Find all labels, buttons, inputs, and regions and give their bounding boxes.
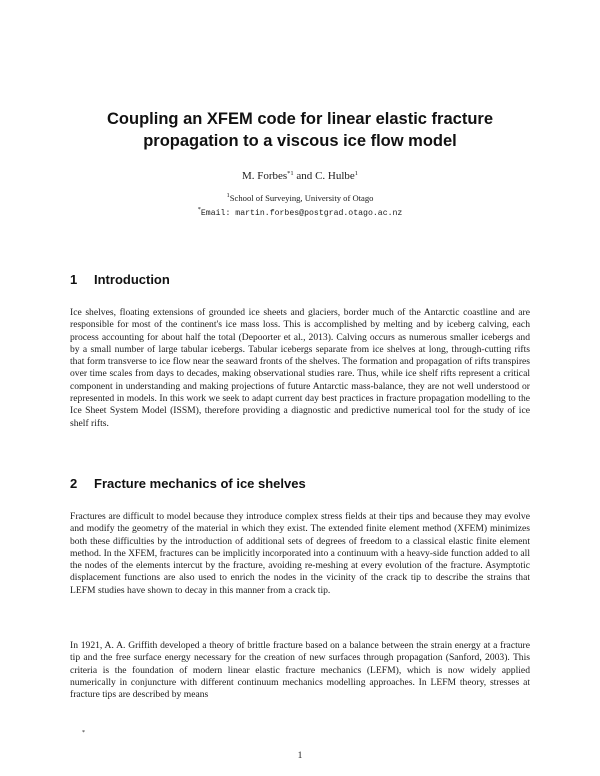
- section-heading: [70, 476, 530, 492]
- section-heading: [70, 272, 530, 288]
- email-line: [0, 207, 600, 219]
- author-separator: and: [293, 170, 316, 182]
- author-mark: *1: [287, 170, 294, 177]
- section-title: Introduction: [94, 272, 170, 287]
- section-number: 1: [70, 272, 78, 287]
- author-name: C. Hulbe: [315, 170, 355, 182]
- body-paragraph: In 1921, A. A. Griffith developed a theory of brittle fracture based on a balance between the strain energy at a fracture tip and the free surface energy necessary for the creation of new surfaces through propagation (Sanford, 2003). This criteria is the foundation of modern linear elastic fracture mechanics (LEFM), which is now widely applied numerically in conjuncture with different continuum mechanics modelling approaches. In LEFM theory, stresses at fracture tips are described by means: [70, 640, 530, 701]
- section-number: 2: [70, 476, 78, 491]
- page-number: 1: [297, 751, 303, 761]
- affiliation-mark: 1: [226, 192, 230, 199]
- email-address: martin.forbes@postgrad.otago.ac.nz: [235, 209, 403, 218]
- paper-title: Coupling an XFEM code for linear elastic fracture propagation to a viscous ice flow model: [107, 110, 493, 150]
- affiliation-text: School of Surveying, University of Otago: [229, 193, 374, 203]
- author-mark: 1: [354, 170, 359, 177]
- section-title: Fracture mechanics of ice shelves: [94, 476, 306, 491]
- author-name: M. Forbes: [241, 170, 288, 182]
- footnote-mark: *: [82, 730, 85, 736]
- email-mark: *: [197, 206, 201, 213]
- affiliation: [0, 193, 600, 204]
- email-label: Email:: [200, 209, 236, 218]
- body-paragraph: Fractures are difficult to model because they introduce complex stress fields at their tips and because they may evolve and modify the geometry of the material in which they exist. The extended finite element method (XFEM) minimizes both these difficulties by the introduction of additional sets of degrees of freedom to a classical elastic finite element method. In the XFEM, fractures can be implicitly incorporated into a continuum with a heavy-side function added to all the nodes of the elements intercut by the fracture, avoiding re-meshing at every evolution of the fracture. Asymptotic displacement functions are also used to enrich the nodes in the vicinity of the crack tip to describe the strains that LEFM studies have shown to decay in this manner from a crack tip.: [70, 511, 530, 596]
- author-line: [0, 169, 600, 183]
- body-paragraph: Ice shelves, floating extensions of grounded ice sheets and glaciers, border much of the Antarctic coastline and are responsible for most of the continent's ice mass loss. This is accomplished by melting and by iceberg calving, each process accounting for about half the total (Depoorter et al., 2013). Calving occurs as numerous smaller icebergs and by a small number of large tabular icebergs. Tabular icebergs separate from ice shelves at long, through-cutting rifts that form transverse to ice flow near the seaward fronts of the shelves. The formation and propagation of rifts transpires over time scales from days to decades, making observational studies rare. Thus, while ice shelf rifts represent a critical component in understanding and making projections of future Antarctic mass-balance, they are not well understood or represented in models. In this work we seek to adapt current day best practices in fracture propagation modelling to the Ice Sheet System Model (ISSM), therefore providing a diagnostic and predictive numerical tool for the study of ice shelf rifts.: [70, 307, 530, 429]
